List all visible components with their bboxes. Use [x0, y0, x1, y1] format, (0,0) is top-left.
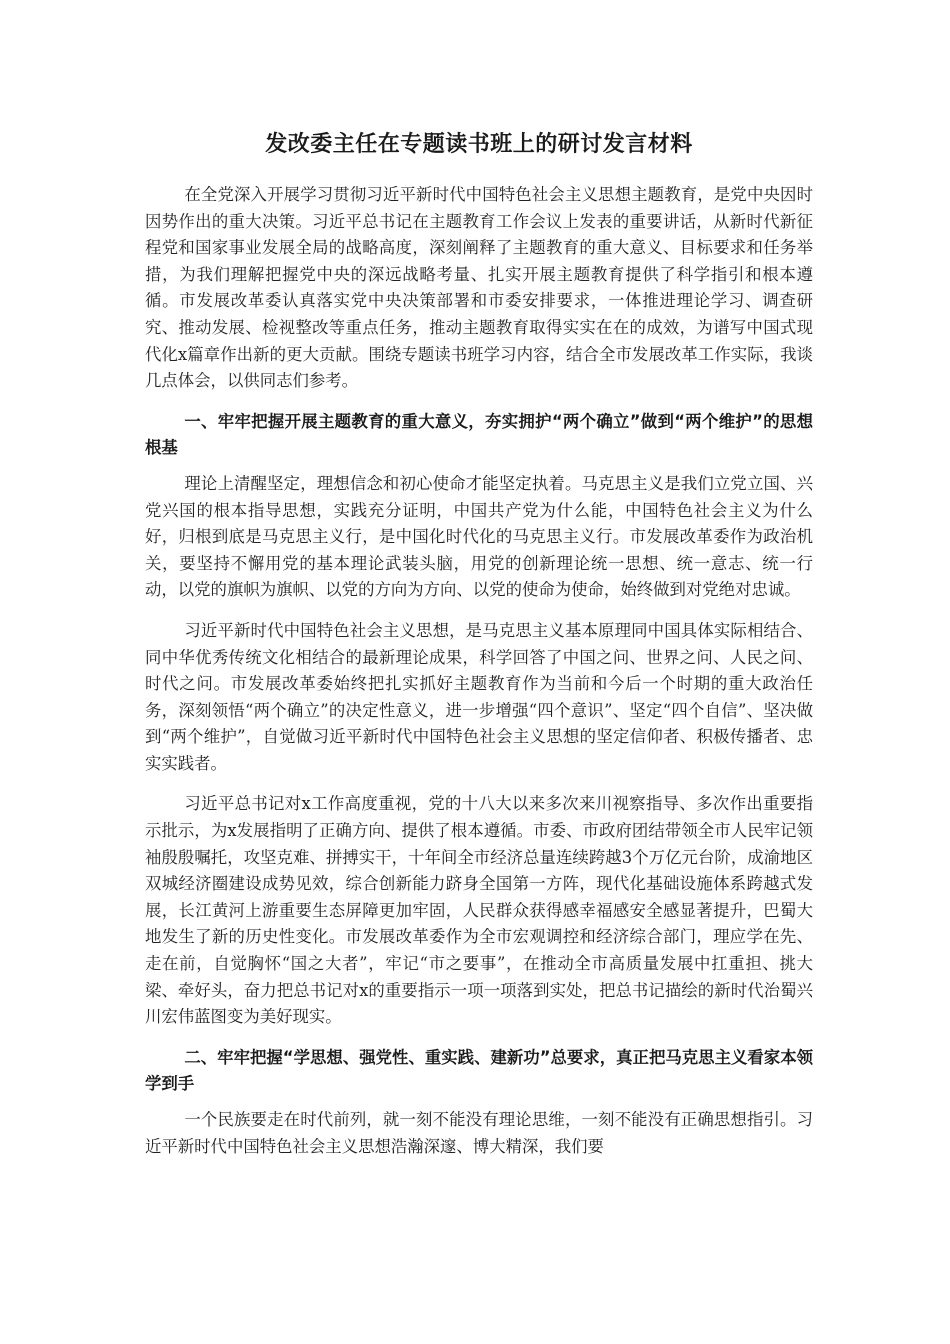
intro-paragraph: 在全党深入开展学习贯彻习近平新时代中国特色社会主义思想主题教育，是党中央因时因势作出的重大决策。习近平总书记在主题教育工作会议上发表的重要讲话，从新时代新征程党和国家事业发展全局的战略高度，深刻阐释了主题教育的重大意义、目标要求和任务举措，为我们理解把握党中央的深远战略考量、扎实开展主题教育提供了科学指引和根本遵循。市发展改革委认真落实党中央决策部署和市委安排要求，一体推进理论学习、调查研究、推动发展、检视整改等重点任务，推动主题教育取得实实在在的成效，为谱写中国式现代化x篇章作出新的更大贡献。围绕专题读书班学习内容，结合全市发展改革工作实际，我谈几点体会，以供同志们参考。 — [145, 185, 813, 391]
body-paragraph: 习近平总书记对x工作高度重视，党的十八大以来多次来川视察指导、多次作出重要指示批示，为x发展指明了正确方向、提供了根本遵循。市委、市政府团结带领全市人民牢记领袖殷殷嘱托，攻坚克难、拼搏实干，十年间全市经济总量连续跨越3个万亿元台阶，成渝地区双城经济圈建设成势见效，综合创新能力跻身全国第一方阵，现代化基础设施体系跨越式发展，长江黄河上游重要生态屏障更加牢固，人民群众获得感幸福感安全感显著提升，巴蜀大地发生了新的历史性变化。市发展改革委作为全市宏观调控和经济综合部门，理应学在先、走在前，自觉胸怀“国之大者”，牢记“市之要事”，在推动全市高质量发展中扛重担、挑大梁、牵好头，奋力把总书记对x的重要指示一项一项落到实处，把总书记描绘的新时代治蜀兴川宏伟蓝图变为美好现实。 — [145, 794, 813, 1027]
body-paragraph: 理论上清醒坚定，理想信念和初心使命才能坚定执着。马克思主义是我们立党立国、兴党兴国的根本指导思想，实践充分证明，中国共产党为什么能，中国特色社会主义为什么好，归根到底是马克思主义行，是中国化时代化的马克思主义行。市发展改革委作为政治机关，要坚持不懈用党的基本理论武装头脑，用党的创新理论统一思想、统一意志、统一行动，以党的旗帜为旗帜、以党的方向为方向、以党的使命为使命，始终做到对党绝对忠诚。 — [145, 473, 813, 600]
body-paragraph: 习近平新时代中国特色社会主义思想，是马克思主义基本原理同中国具体实际相结合、同中华优秀传统文化相结合的最新理论成果，科学回答了中国之问、世界之问、人民之问、时代之问。市发展改革委始终把扎实抓好主题教育作为当前和今后一个时期的重大政治任务，深刻领悟“两个确立”的决定性意义，进一步增强“四个意识”、坚定“四个自信”、坚决做到“两个维护”，自觉做习近平新时代中国特色社会主义思想的坚定信仰者、积极传播者、忠实实践者。 — [145, 620, 813, 773]
body-paragraph: 一个民族要走在时代前列，就一刻不能没有理论思维，一刻不能没有正确思想指引。习近平新时代中国特色社会主义思想浩瀚深邃、博大精深，我们要 — [145, 1110, 813, 1156]
section-heading-2: 二、牢牢把握“学思想、强党性、重实践、建新功”总要求，真正把马克思主义看家本领学到手 — [145, 1047, 813, 1094]
document-body — [145, 128, 813, 1174]
section-heading-1: 一、牢牢把握开展主题教育的重大意义，夯实拥护“两个确立”做到“两个维护”的思想根基 — [145, 411, 813, 458]
document-title: 发改委主任在专题读书班上的研讨发言材料 — [265, 132, 693, 157]
